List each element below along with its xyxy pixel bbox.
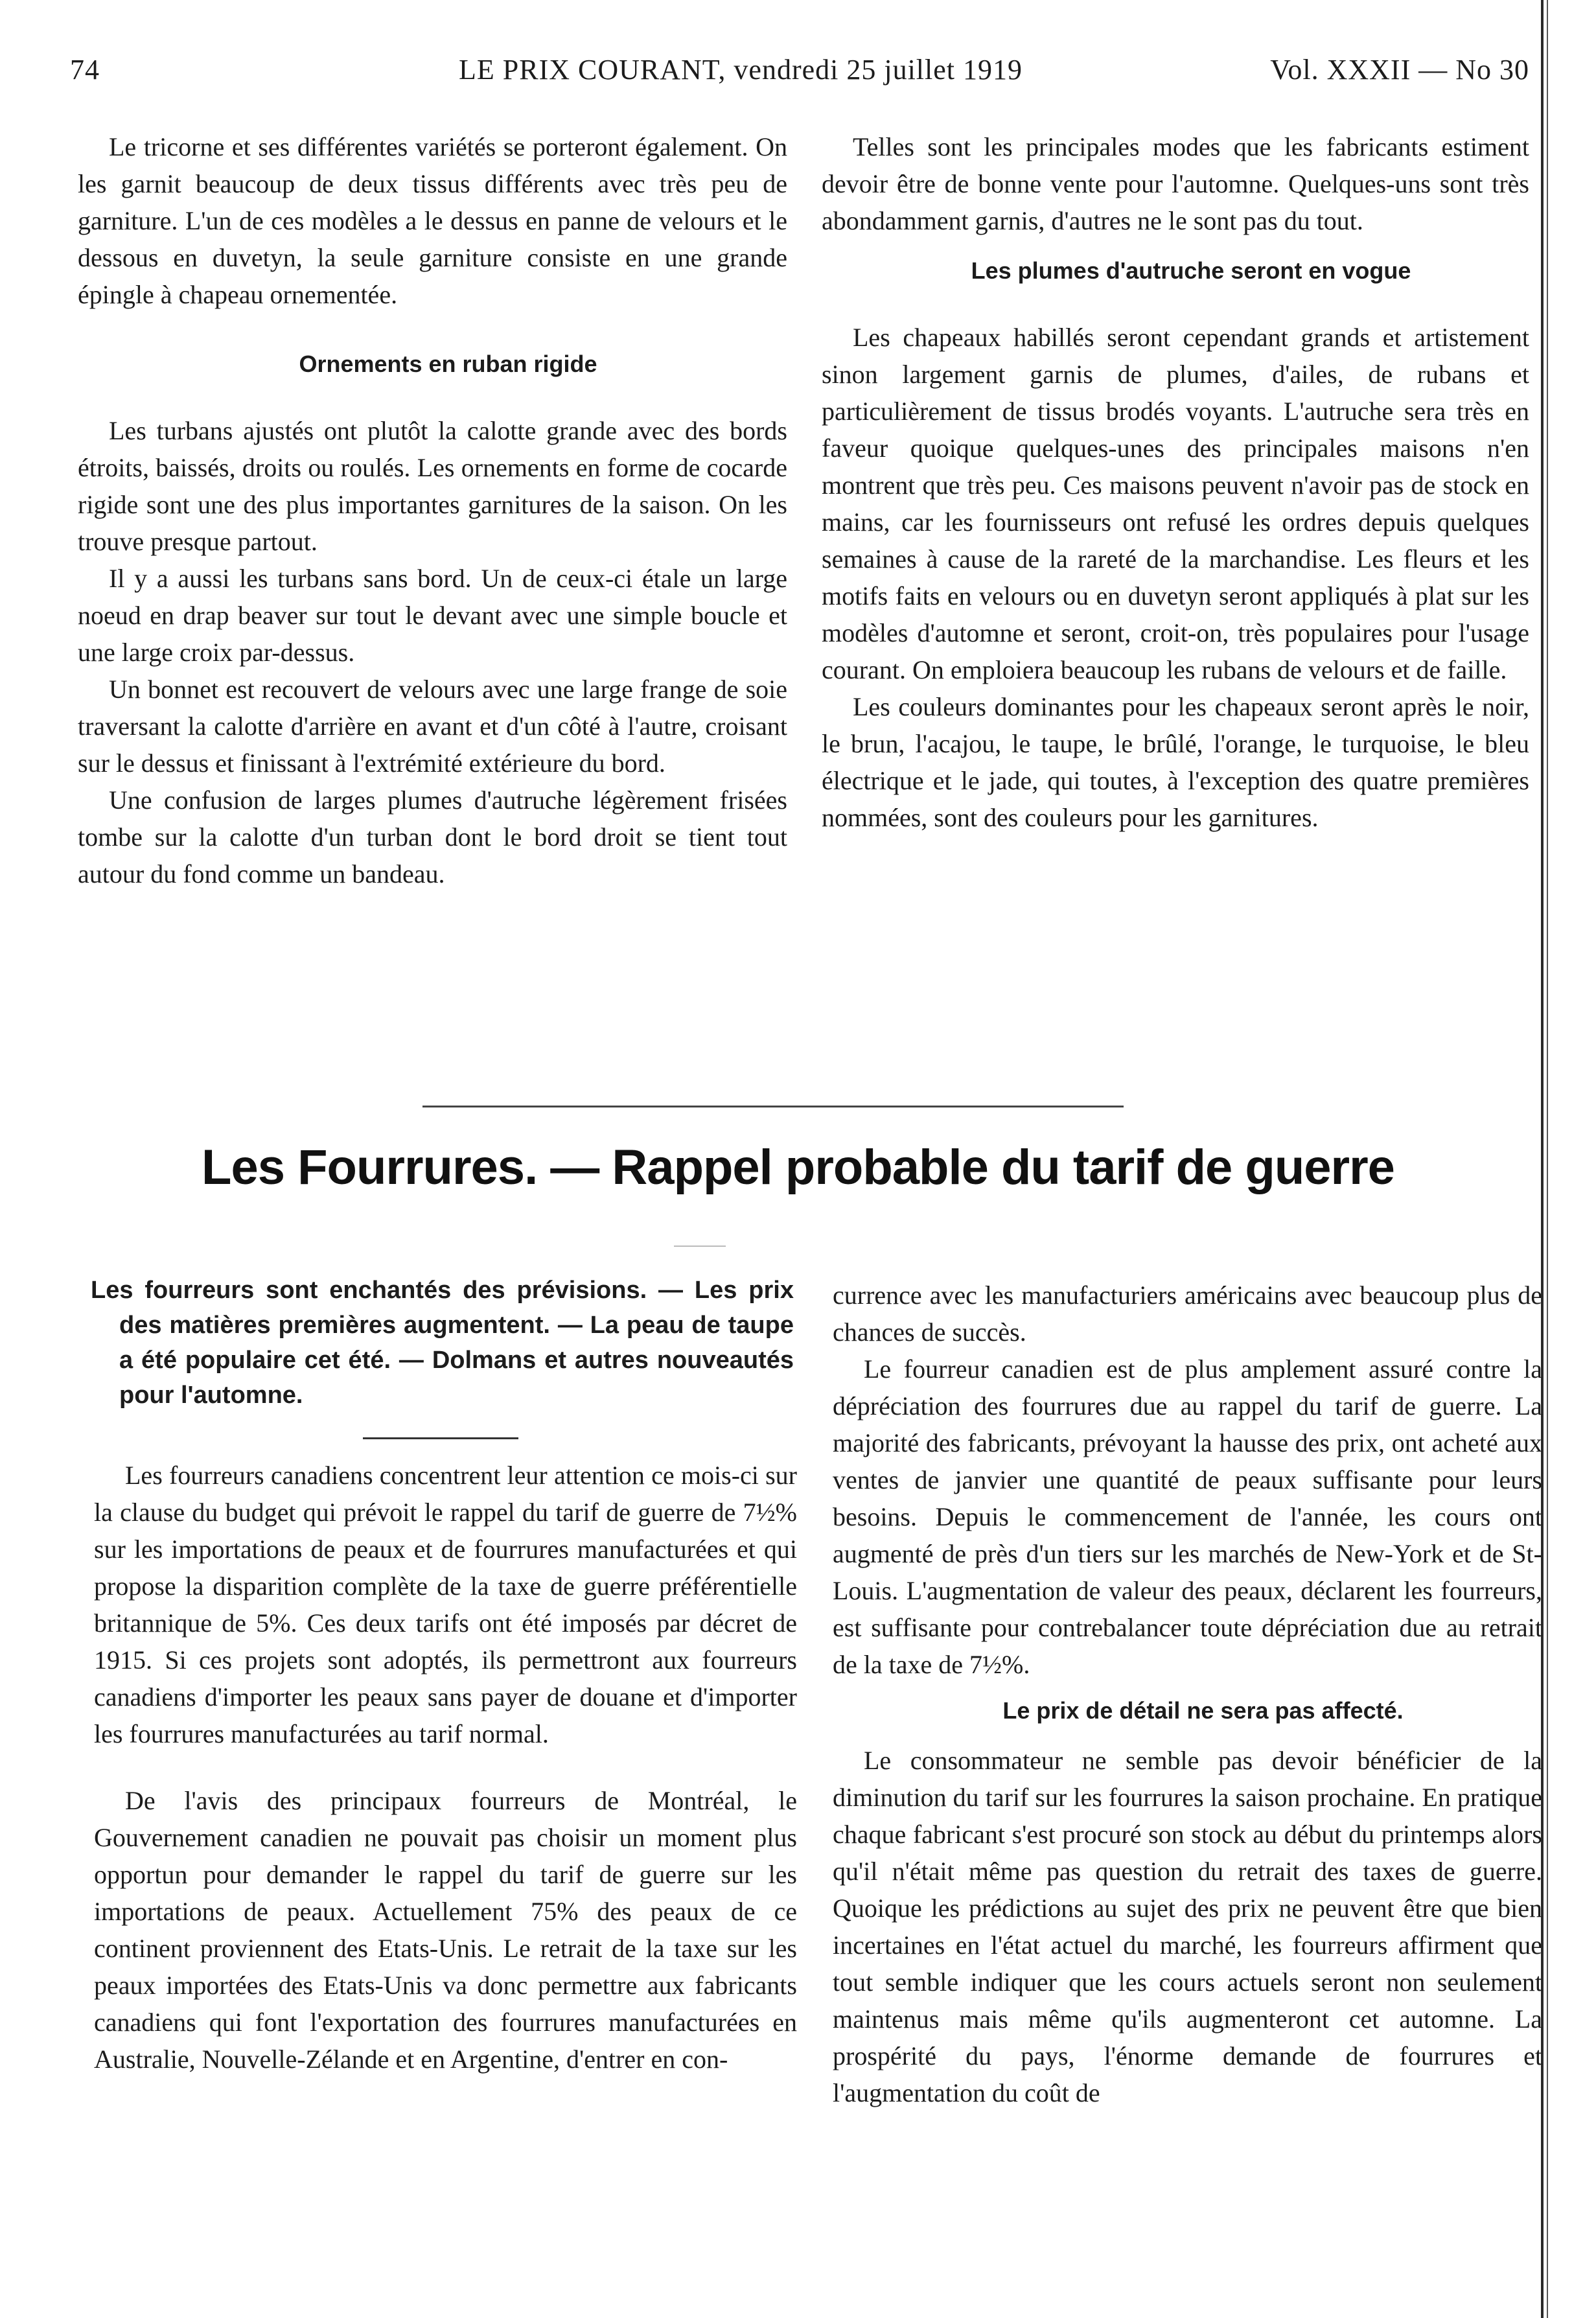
page-number: 74	[70, 54, 100, 86]
paragraph: Une confusion de larges plumes d'autruche légèrement frisées tombe sur la calotte d'un turban dont le bord droit se tient tout autour du fond comme un bandeau.	[78, 785, 787, 888]
section-divider	[422, 1106, 1124, 1107]
paragraph: Les fourreurs canadiens concentrent leur attention ce mois-ci sur la clause du budget qui prévoit le rappel du tarif de guerre de 7½% sur les importations de peaux et de fourrures manufacturées et qui propose la disparition complète de la taxe de guerre préférentielle britannique de 5%. Ces deux tarifs ont été imposés par décret de 1915. Si ces projets sont adoptés, ils permettront aux fourreurs canadiens d'importer les peaux sans payer de douane et d'importer les fourrures manufacturées au tarif normal.	[94, 1461, 797, 1748]
volume-issue: Vol. XXXII — No 30	[1270, 54, 1529, 86]
title-underline	[674, 1246, 726, 1247]
section-heading: Ornements en ruban rigide	[299, 351, 597, 377]
column-d	[833, 1277, 1542, 2111]
page-header	[70, 53, 1529, 92]
paragraph: Les turbans ajustés ont plutôt la calotte grande avec des bords étroits, baissés, droits ou roulés. Les ornements en forme de cocarde rigide sont une des plus importantes garnitures de la saison. On les trouve presque partout.	[78, 416, 787, 556]
paragraph: Un bonnet est recouvert de velours avec une large frange de soie traversant la calotte d'arrière en avant et d'un côté à l'autre, croisant sur le dessus et finissant à l'extrémité extérieure du bord.	[78, 675, 787, 778]
column-c	[94, 1457, 797, 2078]
paragraph: currence avec les manufacturiers américains avec beaucoup plus de chances de succès.	[833, 1281, 1542, 1347]
summary-divider	[363, 1437, 518, 1439]
paragraph: Les couleurs dominantes pour les chapeaux seront après le noir, le brun, l'acajou, le taupe, le brûlé, l'orange, le turquoise, le bleu électrique et le jade, qui toutes, à l'exception des quatre premières nommées, sont des couleurs pour les garnitures.	[822, 692, 1529, 832]
paragraph: Le tricorne et ses différentes variétés se porteront également. On les garnit beaucoup de deux tissus différents avec très peu de garniture. L'un de ces modèles a le dessus en panne de velours et le dessous en duvetyn, la seule garniture consiste en une grande épingle à chapeau ornementée.	[78, 132, 787, 309]
publication-title: LE PRIX COURANT, vendredi 25 juillet 1919	[459, 54, 1023, 86]
paragraph: Le fourreur canadien est de plus amplement assuré contre la dépréciation des fourrures due au rappel du tarif de guerre. La majorité des fabricants, prévoyant la hausse des prix, ont acheté aux ventes de janvier une quantité de peaux suffisante pour leurs besoins. Depuis le commencement de l'année, les cours ont augmenté de près d'un tiers sur les marchés de New-York et de St-Louis. L'augmentation de valeur des peaux, déclarent les fourreurs, est suffisante pour contrebalancer toute dépréciation due au retrait de la taxe de 7½%.	[833, 1354, 1542, 1679]
column-b	[822, 128, 1529, 836]
paragraph: Les chapeaux habillés seront cependant grands et artistement sinon largement garnis de plumes, d'ailes, de rubans et particulièrement de tissus brodés voyants. L'autruche sera très en faveur quoique quelques-unes des principales maisons n'en montrent que très peu. Ces maisons peuvent n'avoir pas de stock en mains, car les fournisseurs ont refusé les ordres depuis quelques semaines à cause de la rareté de la marchandise. Les fleurs et les motifs faits en velours ou en duvetyn seront appliqués à plat sur les modèles d'automne et seront, croit-on, très populaires pour l'usage courant. On emploiera beaucoup les rubans de velours et de faille.	[822, 323, 1529, 684]
paragraph: Telles sont les principales modes que les fabricants estiment devoir être de bonne vente pour l'automne. Quelques-uns sont très abondamment garnis, d'autres ne le sont pas du tout.	[822, 132, 1529, 235]
section-heading: Le prix de détail ne sera pas affecté.	[1002, 1697, 1404, 1724]
section-heading: Les plumes d'autruche seront en vogue	[971, 257, 1411, 284]
column-a	[78, 128, 787, 892]
paragraph: Il y a aussi les turbans sans bord. Un de ceux-ci étale un large noeud en drap beaver sur tout le devant avec une simple boucle et une large croix par-dessus.	[78, 564, 787, 667]
paragraph: Le consommateur ne semble pas devoir bénéficier de la diminution du tarif sur les fourrures la saison prochaine. En pratique chaque fabricant s'est procuré son stock au début du printemps alors qu'il n'était même pas question du retrait des taxes de guerre. Quoique les prédictions au sujet des prix ne peuvent être que bien incertaines en l'état actuel du marché, les fourreurs affirment que tout semble indiquer que les cours actuels seront non seulement maintenus mais même qu'ils augmenteront cet automne. La prospérité du pays, l'énorme demande de fourrures et l'augmentation du coût de	[833, 1746, 1542, 2107]
article-title: Les Fourrures. — Rappel probable du tarif de guerre	[202, 1140, 1394, 1195]
paragraph: De l'avis des principaux fourreurs de Montréal, le Gouvernement canadien ne pouvait pas choisir un moment plus opportun pour demander le rappel du tarif de guerre sur les importations de peaux. Actuellement 75% des peaux de ce continent proviennent des Etats-Unis. Le retrait de la taxe sur les peaux importées des Etats-Unis va donc permettre aux fabricants canadiens qui font l'exportation des fourrures manufacturées en Australie, Nouvelle-Zélande et en Argentine, d'entrer en con-	[94, 1786, 797, 2074]
article-summary: Les fourreurs sont enchantés des prévisions. — Les prix des matières premières augmentent. — La peau de taupe a été populaire cet été. — Dolmans et autres nouveautés pour l'automne.	[91, 1277, 794, 1409]
